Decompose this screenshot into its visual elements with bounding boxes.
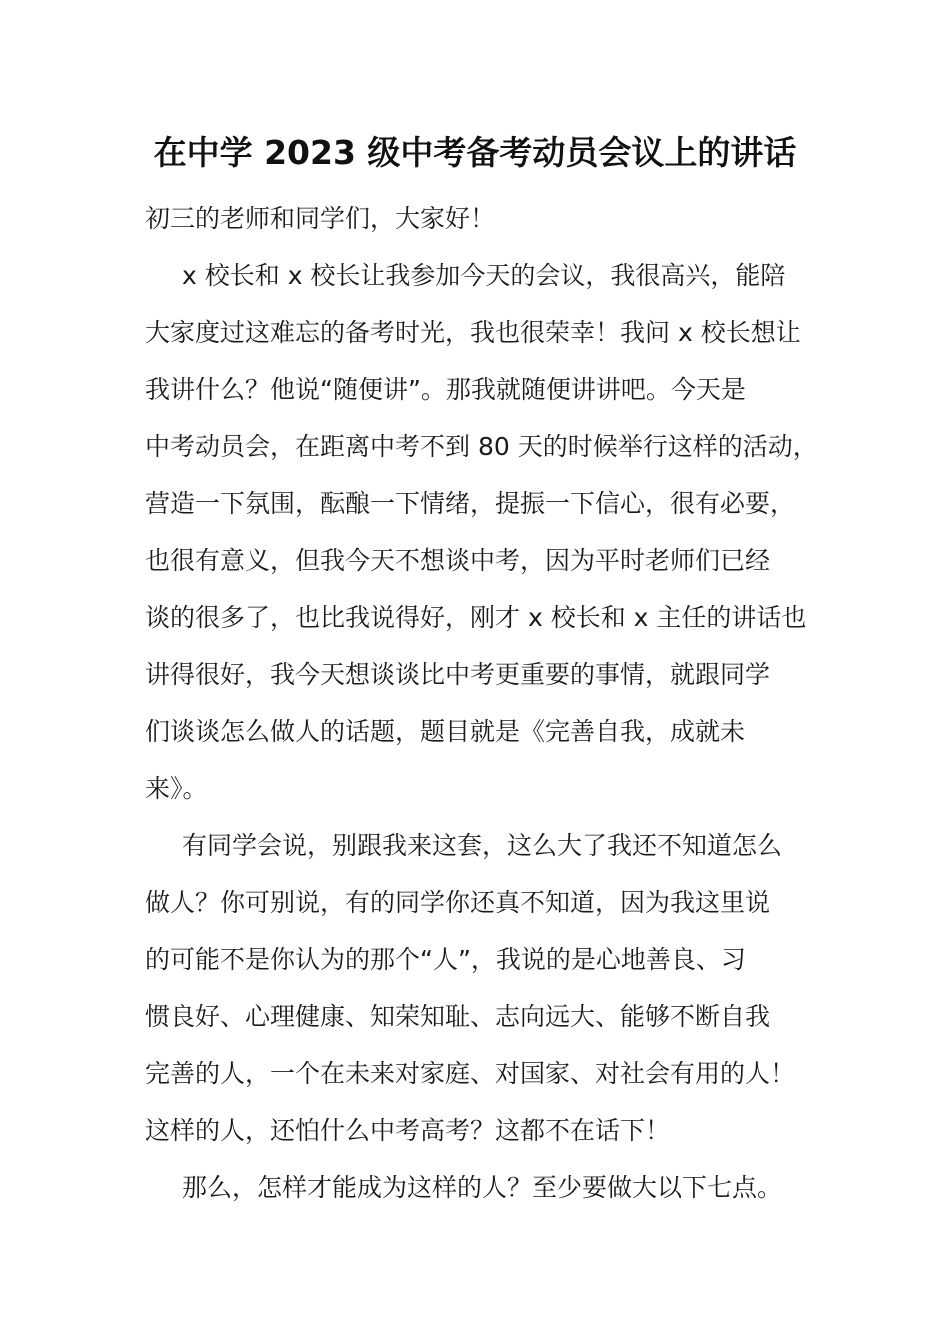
paragraph-line: 谈的很多了，也比我说得好，刚才 x 校长和 x 主任的讲话也	[145, 603, 807, 632]
paragraph-line: 中考动员会，在距离中考不到 80 天的时候举行这样的活动，	[145, 432, 818, 461]
paragraph-line: 我讲什么？他说“随便讲”。那我就随便讲讲吧。今天是	[145, 375, 746, 404]
paragraph-line: 讲得很好，我今天想谈谈比中考更重要的事情，就跟同学	[145, 660, 771, 689]
paragraph-line: 有同学会说，别跟我来这套，这么大了我还不知道怎么	[182, 831, 783, 860]
paragraph-line: 们谈谈怎么做人的话题，题目就是《完善自我，成就未	[145, 717, 746, 746]
paragraph-line: 的可能不是你认为的那个“人”，我说的是心地善良、习	[145, 945, 746, 974]
paragraph-line: 来》。	[145, 774, 208, 803]
paragraph-line: 惯良好、心理健康、知荣知耻、志向远大、能够不断自我	[145, 1002, 771, 1031]
paragraph-line: 营造一下氛围，酝酿一下情绪，提振一下信心，很有必要，	[145, 489, 796, 518]
paragraph-line: 大家度过这难忘的备考时光，我也很荣幸！我问 x 校长想让	[145, 318, 801, 347]
paragraph-line: 完善的人，一个在未来对家庭、对国家、对社会有用的人！	[145, 1059, 796, 1088]
greeting-line: 初三的老师和同学们，大家好！	[145, 204, 496, 233]
document-body	[145, 190, 818, 1216]
document-title: 在中学 2023 级中考备考动员会议上的讲话	[153, 133, 797, 172]
paragraph-line: 也很有意义，但我今天不想谈中考，因为平时老师们已经	[145, 546, 771, 575]
paragraph-line: x 校长和 x 校长让我参加今天的会议，我很高兴，能陪	[182, 261, 786, 290]
paragraph-line: 那么，怎样才能成为这样的人？至少要做大以下七点。	[182, 1173, 783, 1202]
paragraph-line: 做人？你可别说，有的同学你还真不知道，因为我这里说	[145, 888, 771, 917]
paragraph-line: 这样的人，还怕什么中考高考？这都不在话下！	[145, 1116, 671, 1145]
